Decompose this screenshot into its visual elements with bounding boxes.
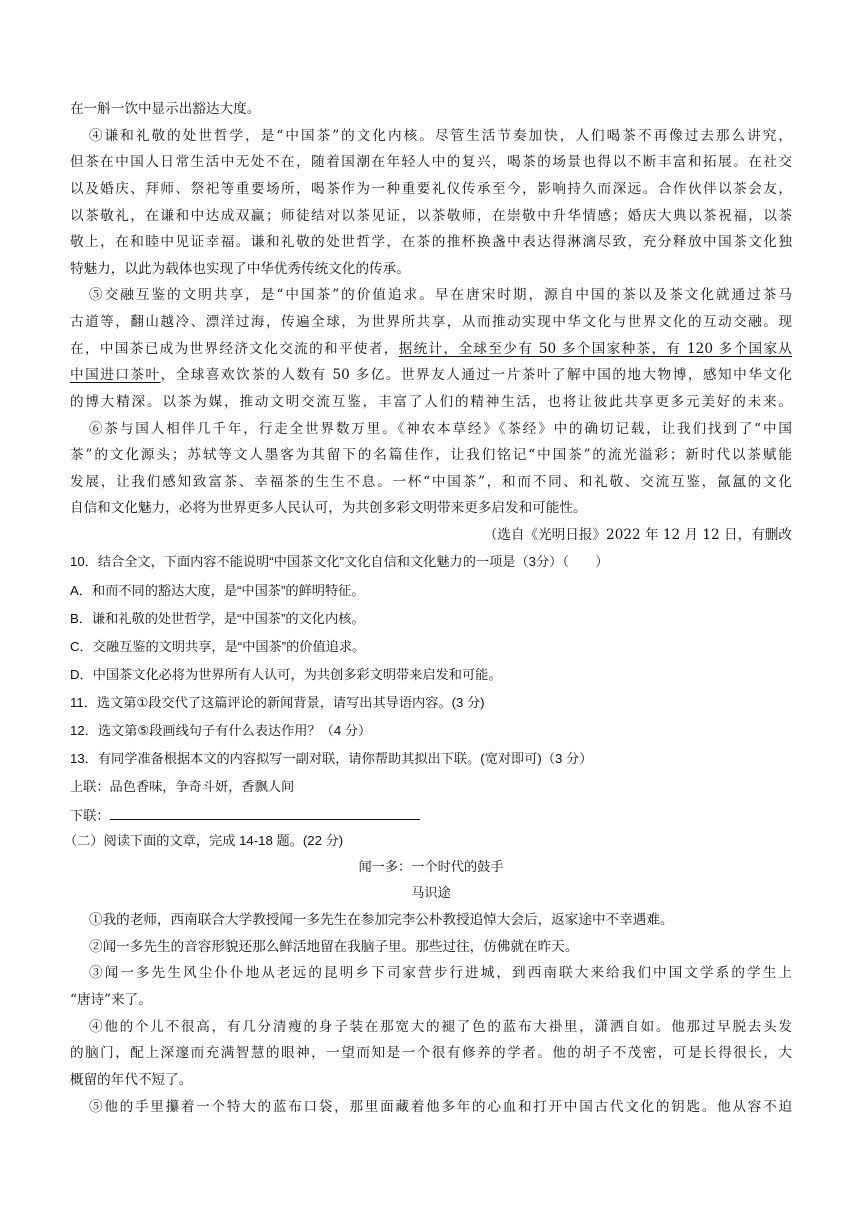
paragraph-5-text: ，全球喜欢饮茶的人数有 50 多亿。世界友人通过一片茶叶了解中国的地大物博，感知中华文化	[160, 367, 793, 383]
article-paragraph: ②闻一多先生的音容形貌还那么鲜活地留在我脑子里。那些过往，仿佛就在昨天。	[89, 939, 579, 955]
paragraph-4-line: 但茶在中国人日常生活中无处不在，随着国潮在年轻人中的复兴，喝茶的场景也得以不断丰富和拓展。在社交	[70, 154, 792, 170]
article-paragraph: “唐诗”来了。	[70, 992, 152, 1008]
paragraph-5-line	[70, 365, 792, 385]
article-paragraph: ⑤他的手里攥着一个特大的蓝布口袋，那里面藏着他多年的心血和打开中国古代文化的钥匙。他从容不迫	[89, 1099, 792, 1115]
article-title: 闻一多：一个时代的鼓手	[358, 859, 504, 874]
paragraph-4-line: 以茶敬礼，在谦和中达成双赢；师徒结对以茶见证，以茶敬师，在崇敬中升华情感；婚庆大典以茶祝福，以茶	[70, 208, 792, 224]
paragraph-3-end: 在一斛一饮中显示出豁达大度。	[70, 101, 261, 117]
section-2-heading: （二）阅读下面的文章，完成 14-18 题。(22 分)	[64, 833, 344, 848]
paragraph-6-line: 自信和文化魅力，必将为世界更多人民认可，为共创多彩文明带来更多启发和可能性。	[70, 500, 587, 516]
couplet-upper: 上联：品色香味，争奇斗妍，香飘人间	[70, 779, 295, 794]
paragraph-6-line: 茶”的文化源头；苏轼等文人墨客为其留下的名篇佳作，让我们铭记“中国茶”的流光溢彩；新时代以茶赋能	[70, 447, 792, 463]
article-paragraph: 概留的年代不短了。	[70, 1072, 193, 1088]
paragraph-5-line: 的博大精深。以茶为媒，推动文明交流互鉴，丰富了人们的精神生活，也将让彼此共享更多元美好的未来。	[70, 394, 792, 410]
option-d: D．中国茶文化必将为世界所有人认可，为共创多彩文明带来启发和可能。	[70, 667, 502, 682]
paragraph-4-line: 以及婚庆、拜师、祭祀等重要场所，喝茶作为一种重要礼仪传承至今，影响持久而深远。合作伙伴以茶会友，	[70, 181, 792, 197]
article-paragraph: 的脑门，配上深邃而充满智慧的眼神，一望而知是一个很有修养的学者。他的胡子不茂密，可是长得很长，大	[70, 1045, 792, 1061]
question-10: 10．结合全文，下面内容不能说明“中国茶文化”文化自信和文化魅力的一项是（3分）（ ）	[70, 554, 609, 569]
answer-blank-line[interactable]	[110, 805, 420, 820]
underlined-sentence: 据统计，全球至少有 50 多个国家种茶，有 120 多个国家从	[398, 341, 793, 357]
source-citation: （选自《光明日报》2022 年 12 月 12 日，有删改	[483, 527, 792, 543]
option-a: A．和而不同的豁达大度，是“中国茶”的鲜明特征。	[70, 583, 365, 598]
paragraph-4-line: 敬上，在和睦中见证幸福。谦和礼敬的处世哲学，在茶的推杯换盏中表达得淋漓尽致，充分释放中国茶文化独	[70, 234, 792, 250]
question-11: 11．选文第①段交代了这篇评论的新闻背景，请写出其导语内容。(3 分)	[70, 695, 485, 710]
paragraph-5-line: ⑤交融互鉴的文明共享，是“中国茶”的价值追求。早在唐宋时期，源自中国的茶以及茶文化就通过茶马	[89, 287, 792, 303]
question-13: 13．有同学准备根据本文的内容拟写一副对联，请你帮助其拟出下联。(宽对即可)（3 分）	[70, 751, 593, 766]
paragraph-4-line: 特魅力，以此为载体也实现了中华优秀传统文化的传承。	[70, 261, 410, 277]
paragraph-6-line: 发展，让我们感知致富茶、幸福茶的生生不息。一杯“中国茶”，和而不同、和礼敬、交流互鉴，氤氲的文化	[70, 474, 792, 490]
underlined-sentence: 中国进口茶叶	[70, 367, 161, 383]
article-paragraph: ③闻一多先生风尘仆仆地从老远的昆明乡下司家营步行进城，到西南联大来给我们中国文学系的学生上	[89, 965, 792, 981]
couplet-lower	[70, 805, 420, 826]
paragraph-4-line: ④谦和礼敬的处世哲学，是“中国茶”的文化内核。尽管生活节奏加快，人们喝茶不再像过去那么讲究，	[89, 128, 792, 144]
article-paragraph: ①我的老师，西南联合大学教授闻一多先生在参加完李公朴教授追悼大会后，返家途中不幸遇难。	[89, 912, 674, 928]
article-paragraph: ④他的个儿不很高，有几分清瘦的身子装在那宽大的褪了色的蓝布大褂里，潇洒自如。他那过早脱去头发	[89, 1019, 792, 1035]
option-c: C．交融互鉴的文明共享，是“中国茶”的价值追求。	[70, 639, 366, 654]
option-b: B．谦和礼敬的处世哲学，是“中国茶”的文化内核。	[70, 611, 365, 626]
question-12: 12．选文第⑤段画线句子有什么表达作用？（4 分）	[70, 723, 372, 738]
paragraph-5-line	[70, 339, 792, 359]
article-author: 马识途	[411, 885, 451, 900]
paragraph-5-line: 古道等，翻山越冷、漂洋过海，传遍全球，为世界所共享，从而推动实现中华文化与世界文化的互动交融。现	[70, 314, 792, 330]
paragraph-6-line: ⑥茶与国人相伴几千年，行走全世界数万里。《神农本草经》《茶经》中的确切记载，让我们找到了“中国	[89, 421, 792, 437]
couplet-lower-label: 下联：	[70, 808, 110, 823]
paragraph-5-text: 在，中国茶已成为世界经济文化交流的和平使者，	[70, 341, 399, 357]
